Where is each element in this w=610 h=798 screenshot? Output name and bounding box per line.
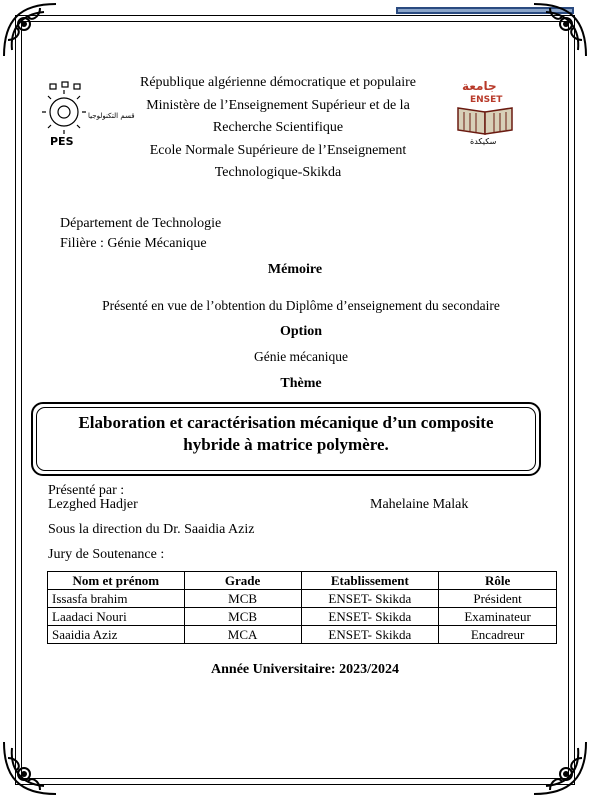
enset-logo-arabic-bottom: سكيكدة — [470, 137, 497, 146]
jury-member-etablissement: ENSET- Skikda — [301, 590, 439, 608]
enset-logo-arabic-top: جامعة — [462, 79, 497, 93]
jury-col-etablissement: Etablissement — [301, 572, 439, 590]
jury-member-name: Issasfa brahim — [48, 590, 185, 608]
academic-year: Année Universitaire: 2023/2024 — [211, 662, 399, 677]
corner-ornament-top-right — [530, 0, 590, 60]
enset-logo — [450, 78, 520, 146]
header-line-1: République algérienne démocratique et populaire — [139, 75, 416, 90]
header-line-2: Ministère de l’Enseignement Supérieur et de la — [146, 97, 410, 113]
filiere-name: Filière : Génie Mécanique — [60, 236, 207, 251]
department-logo-arabic-text: قسم التكنولوجيا — [88, 112, 135, 120]
jury-member-etablissement: ENSET- Skikda — [301, 626, 439, 644]
option-value: Génie mécanique — [253, 349, 349, 364]
department-logo-caption: PES — [50, 135, 74, 148]
institution-header — [128, 72, 428, 185]
department-block — [60, 214, 221, 254]
jury-member-name: Saaidia Aziz — [48, 626, 185, 644]
corner-ornament-bottom-right — [530, 738, 590, 798]
corner-ornament-top-left — [0, 0, 60, 60]
jury-member-role: Examinateur — [439, 608, 557, 626]
jury-member-grade: MCB — [184, 608, 301, 626]
jury-label: Jury de Soutenance : — [48, 547, 165, 562]
header-line-5: Technologique-Skikda — [214, 165, 342, 180]
department-logo — [40, 82, 135, 148]
header-line-4: Ecole Normale Supérieure de l’Enseignement — [149, 142, 407, 158]
theme-label: Thème — [280, 376, 322, 391]
memoire-heading: Mémoire — [267, 262, 323, 277]
header-line-3: Recherche Scientifique — [212, 120, 344, 135]
jury-member-etablissement: ENSET- Skikda — [301, 608, 439, 626]
department-name: Département de Technologie — [60, 216, 222, 231]
jury-col-name: Nom et prénom — [48, 572, 185, 590]
enset-logo-caption: ENSET — [470, 95, 503, 105]
presented-for-text: Présenté en vue de l’obtention du Diplôme d’enseignement du secondaire — [102, 298, 500, 313]
thesis-title-line-2: hybride à matrice polymère. — [183, 435, 389, 454]
table-row — [48, 626, 557, 644]
jury-member-grade: MCB — [184, 590, 301, 608]
table-row — [48, 608, 557, 626]
corner-ornament-bottom-left — [0, 738, 60, 798]
presented-by-label: Présenté par : — [48, 483, 125, 498]
jury-table — [47, 571, 557, 644]
jury-member-role: Encadreur — [439, 626, 557, 644]
jury-table-header-row — [48, 572, 557, 590]
table-row — [48, 590, 557, 608]
thesis-title-line-1: Elaboration et caractérisation mécanique d’un composite — [78, 413, 494, 432]
jury-col-grade: Grade — [184, 572, 301, 590]
student-1-name: Lezghed Hadjer — [48, 497, 138, 512]
student-2-name: Mahelaine Malak — [370, 497, 469, 512]
option-label: Option — [279, 324, 322, 339]
jury-col-role: Rôle — [439, 572, 557, 590]
thesis-title — [40, 412, 532, 456]
jury-member-grade: MCA — [184, 626, 301, 644]
supervision-text: Sous la direction du Dr. Saaidia Aziz — [48, 522, 255, 537]
jury-member-role: Président — [439, 590, 557, 608]
jury-member-name: Laadaci Nouri — [48, 608, 185, 626]
